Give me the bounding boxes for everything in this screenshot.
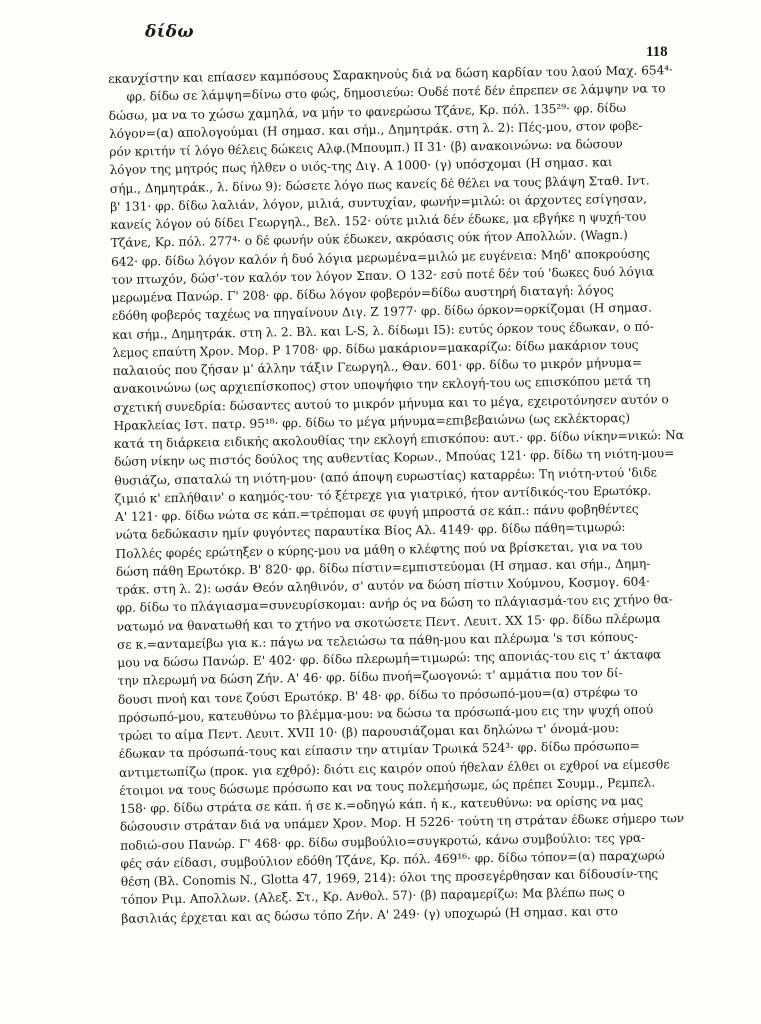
text-line: φές σάν είδασι, συμβούλιον εδόθη Τζάνε, Κρ. πόλ. 469¹⁶· φρ. δίδω τόπον=(α) παραχωρώ	[120, 848, 665, 871]
text-line: σήμ., Δημητράκ., λ. δίνω 9): δώσετε λόγο πως κανείς δέ θέλει να τους βλάψη Σταθ. Ιντ.	[109, 173, 650, 196]
text-line: δουσι πνοή και τονε ζούσι Ερωτόκρ. Β' 48· φρ. δίδω το πρόσωπό-μου=(α) στρέφω το	[117, 684, 638, 707]
text-line: σε κ.=ανταμείβω για κ.: πάγω να τελειώσω τα πάθη-μου και πλέρωμα 's τσι κόπους-	[116, 629, 639, 652]
running-head: δίδω	[145, 22, 195, 42]
text-line: Πολλές φορές ερώτηξεν ο κύρης-μου να μάθη ο κλέφτης πού να βρίσκεται, για να του	[115, 538, 643, 561]
text-line: Ηρακλείας Ιστ. πατρ. 95¹⁸· φρ. δίδω το μέγα μήνυμα=επιβεβαιώνω (ως εκλέκτορας)	[113, 410, 631, 433]
text-line: παλαιούς που ζήσαν μ' άλλην τάξιν Γεωργηλ., Θαν. 601· φρ. δίδω το μικρόν μήνυμα=	[112, 355, 643, 378]
text-line: σχετική συνεδρία: δώσαντες αυτού το μικρόν μήνυμα και το μέγα, εχειροτόνησεν αυτόν ο	[113, 391, 669, 415]
text-line: δώση πάθη Ερωτόκρ. Β' 820· φρ. δίδω πίστιν=εμπιστεύομαι (Η σημασ. και σήμ., Δημη-	[115, 556, 651, 579]
text-line: λεμος επαύτη Χρον. Μορ. Ρ 1708· φρ. δίδω μακάριον=μακαρίζω: δίδω μακάριον τους	[112, 337, 639, 360]
text-line: κατά τη διάρκεια ειδικής ακολουθίας την εκλογή επισκόπου: αυτ.· φρ. δίδω νίκην=νικώ: Να	[113, 428, 684, 451]
text-line: κανείς λόγον ού δίδει Γεωργηλ., Βελ. 152· ούτε μιλιά δέν έδωκε, μα εβγήκε η ψυχή-του	[110, 209, 647, 232]
text-line: δώση νίκην ως πιστός δούλος της αυθεντίας Κορων., Μπούας 121· φρ. δίδω τη νιότη-μου=	[114, 446, 675, 470]
text-line: έδωκαν τα πρόσωπά-τους και είπασιν την ατιμίαν Τρωικά 524³· φρ. δίδω πρόσωπο=	[118, 738, 641, 762]
text-line: δώσω, μα να το χώσω χαμηλά, να μήν το φανερώσω Τζάνε, Κρ. πόλ. 135²⁹· φρ. δίδω	[108, 100, 627, 123]
text-line: 158· φρ. δίδω στράτα σε κάπ. ή σε κ.=οδηγώ κάπ. ή κ., κατευθύνω: να ορίσης να μας	[119, 793, 644, 816]
text-line: λόγον της μητρός πως ήλθεν ο υιός-της Διγ. Α 1000· (γ) υπόσχομαι (Η σημασ. και	[109, 155, 613, 178]
text-line: τόπον Ριμ. Απολλων. (Αλεξ. Στ., Κρ. Ανθολ. 57)· (β) παραμερίζω: Μα βλέπω πως ο	[120, 885, 625, 908]
page-number: 118	[646, 44, 668, 60]
text-line: την πλερωμή να δώση Ζήν. Α' 46· φρ. δίδω πνοή=ζωογονώ: τ' αμμάτια που τον δί-	[117, 666, 623, 689]
text-line: ρόν κριτήν τί λόγο θέλεις δώκεις Αλφ.(Μπουμπ.) ΙΙ 31· (β) ανακοινώνω: να δώσουν	[109, 136, 623, 159]
text-line: τον πτωχόν, δώσ'-τον καλόν τον λόγον Σπαν. Ο 132· εσύ ποτέ δέν τού 'δωκες δυό λόγια	[111, 264, 655, 287]
text-line: φρ. δίδω το πλάγιασμα=συνευρίσκομαι: ανήρ ός να δώση το πλάγιασμά-του εις χτήνο θα-	[116, 592, 673, 616]
text-line: έτοιμοι να τους δώσωμε πρόσωπο και να τους πολεμήσωμε, ώς πρέπει Σουμμ., Ρεμπελ.	[119, 775, 656, 798]
text-line: τράκ. στη λ. 2): ωσάν Θεόν αληθινόν, σ' αυτόν να δώση πίστιν Χούμνου, Κοσμογ. 604·	[116, 574, 650, 597]
text-line: εκανχίστην και επίασεν καμπόσους Σαρακηνούς διά να δώση καρδίαν του λαού Μαχ. 654⁴·	[108, 63, 674, 86]
text-line: θέση (Βλ. Conomis N., Glotta 47, 1969, 214): όλοι της προσεγέρθησαν και δίδουσίν-της	[120, 866, 659, 889]
text-line: 642· φρ. δίδω λόγον καλόν ή δυό λόγια μερωμένα=μιλώ με ευγένεια: Μηδ' αποκρούσης	[110, 246, 651, 269]
text-line: ανακοινώνω (ως αρχιεπίσκοπος) στον υποψήφιο την εκλογή-του ως επισκόπου μετά τη	[112, 373, 651, 397]
text-line: πρόσωπό-μου, κατευθύνω το βλέμμα-μου: να δώσω τα πρόσωπά-μου εις την ψυχή οπού	[118, 702, 654, 725]
text-line: νατωμό να θανατωθή και το χτήνο να σκοτώσετε Πεντ. Λευιτ. ΧΧ 15· φρ. δίδω πλέρωμα	[116, 610, 661, 634]
text-line: δώσουσιν στράταν διά να υπάμεν Χρον. Μορ. Η 5226· τούτη τη στράταν έδωκε σήμερο των	[119, 811, 685, 835]
text-line: εδόθη φοβερός ταχέως να πηγαίνουν Διγ. Ζ 1977· φρ. δίδω όρκον=ορκίζομαι (Η σημασ.	[111, 300, 653, 324]
text-line: νώτα δεδώκασιν ημίν φυγόντες παραυτίκα Βίος Αλ. 4149· φρ. δίδω πάθη=τιμωρώ:	[115, 520, 626, 543]
entry-body	[108, 61, 685, 964]
text-line: και σήμ., Δημητράκ. στη λ. 2. Βλ. και L-S, λ. δίδωμι Ι5): ευτύς όρκον τους έδωκαν, ο πό-	[112, 318, 654, 342]
text-line: φρ. δίδω σε λάμψη=δίνω στο φώς, δημοσιεύω: Ουδέ ποτέ δέν έπρεπεν σε λάμψην να το	[126, 81, 666, 104]
text-line: αντιμετωπίζω (προκ. για εχθρό): διότι εις καιρόν οπού ήθελαν έλθει οι εχθροί να είμεσθε	[118, 756, 670, 780]
text-line: Α' 121· φρ. δίδω νώτα σε κάπ.=τρέπομαι σε φυγή μπροστά σε κάπ.: πάνυ φοβηθέντες	[114, 501, 639, 524]
text-line: μερωμένα Πανώρ. Γ' 208· φρ. δίδω λόγον φοβερόν=δίδω αυστηρή διαταγή: λόγος	[111, 283, 614, 305]
text-line: ποδιώ-σου Πανώρ. Γ' 468· φρ. δίδω συμβούλιο=συγκροτώ, κάνω συμβούλιο: τες γρα-	[120, 830, 646, 853]
text-line: μου να δώσω Πανώρ. Ε' 402· φρ. δίδω πλερωμή=τιμωρώ: της απονιάς-του εις τ' άκταφα	[117, 647, 662, 670]
text-line: ζιμιό κ' επλήθαιν' ο καημός-του· τό ξέτρεχε για γιατρικό, ήτον αντίδικός-του Ερωτόκρ.	[114, 483, 652, 506]
text-line: Τζάνε, Κρ. πόλ. 277⁴· ο δέ φωνήν ούκ έδωκεν, ακρόασις ούκ ήτον Απολλών. (Wagn.)	[110, 228, 628, 251]
text-line: βασιλιάς έρχεται και ας δώσω τόπο Ζήν. Α' 249· (γ) υποχωρώ (Η σημασ. και στο	[121, 903, 619, 926]
text-line: θυσιάζω, σπαταλώ τη νιότη-μου· (από άποψη ευρωστίας) καταρρέω: Τη νιότη-ντού 'διδε	[114, 464, 657, 488]
text-line: τρώει το αίμα Πεντ. Λευιτ. XVII 10· (β) παρουσιάζομαι και δηλώνω τ' όνομά-μου:	[118, 721, 620, 743]
text-line: λόγον=(α) απολογούμαι (Η σημασ. και σήμ., Δημητράκ. στη λ. 2): Πές-μου, στον φοβε-	[108, 118, 643, 141]
text-line: β' 131· φρ. δίδω λαλιάν, λόγον, μιλιά, συντυχίαν, φωνήν=μιλώ: οι άρχοντες εσίγησαν,	[110, 191, 647, 214]
